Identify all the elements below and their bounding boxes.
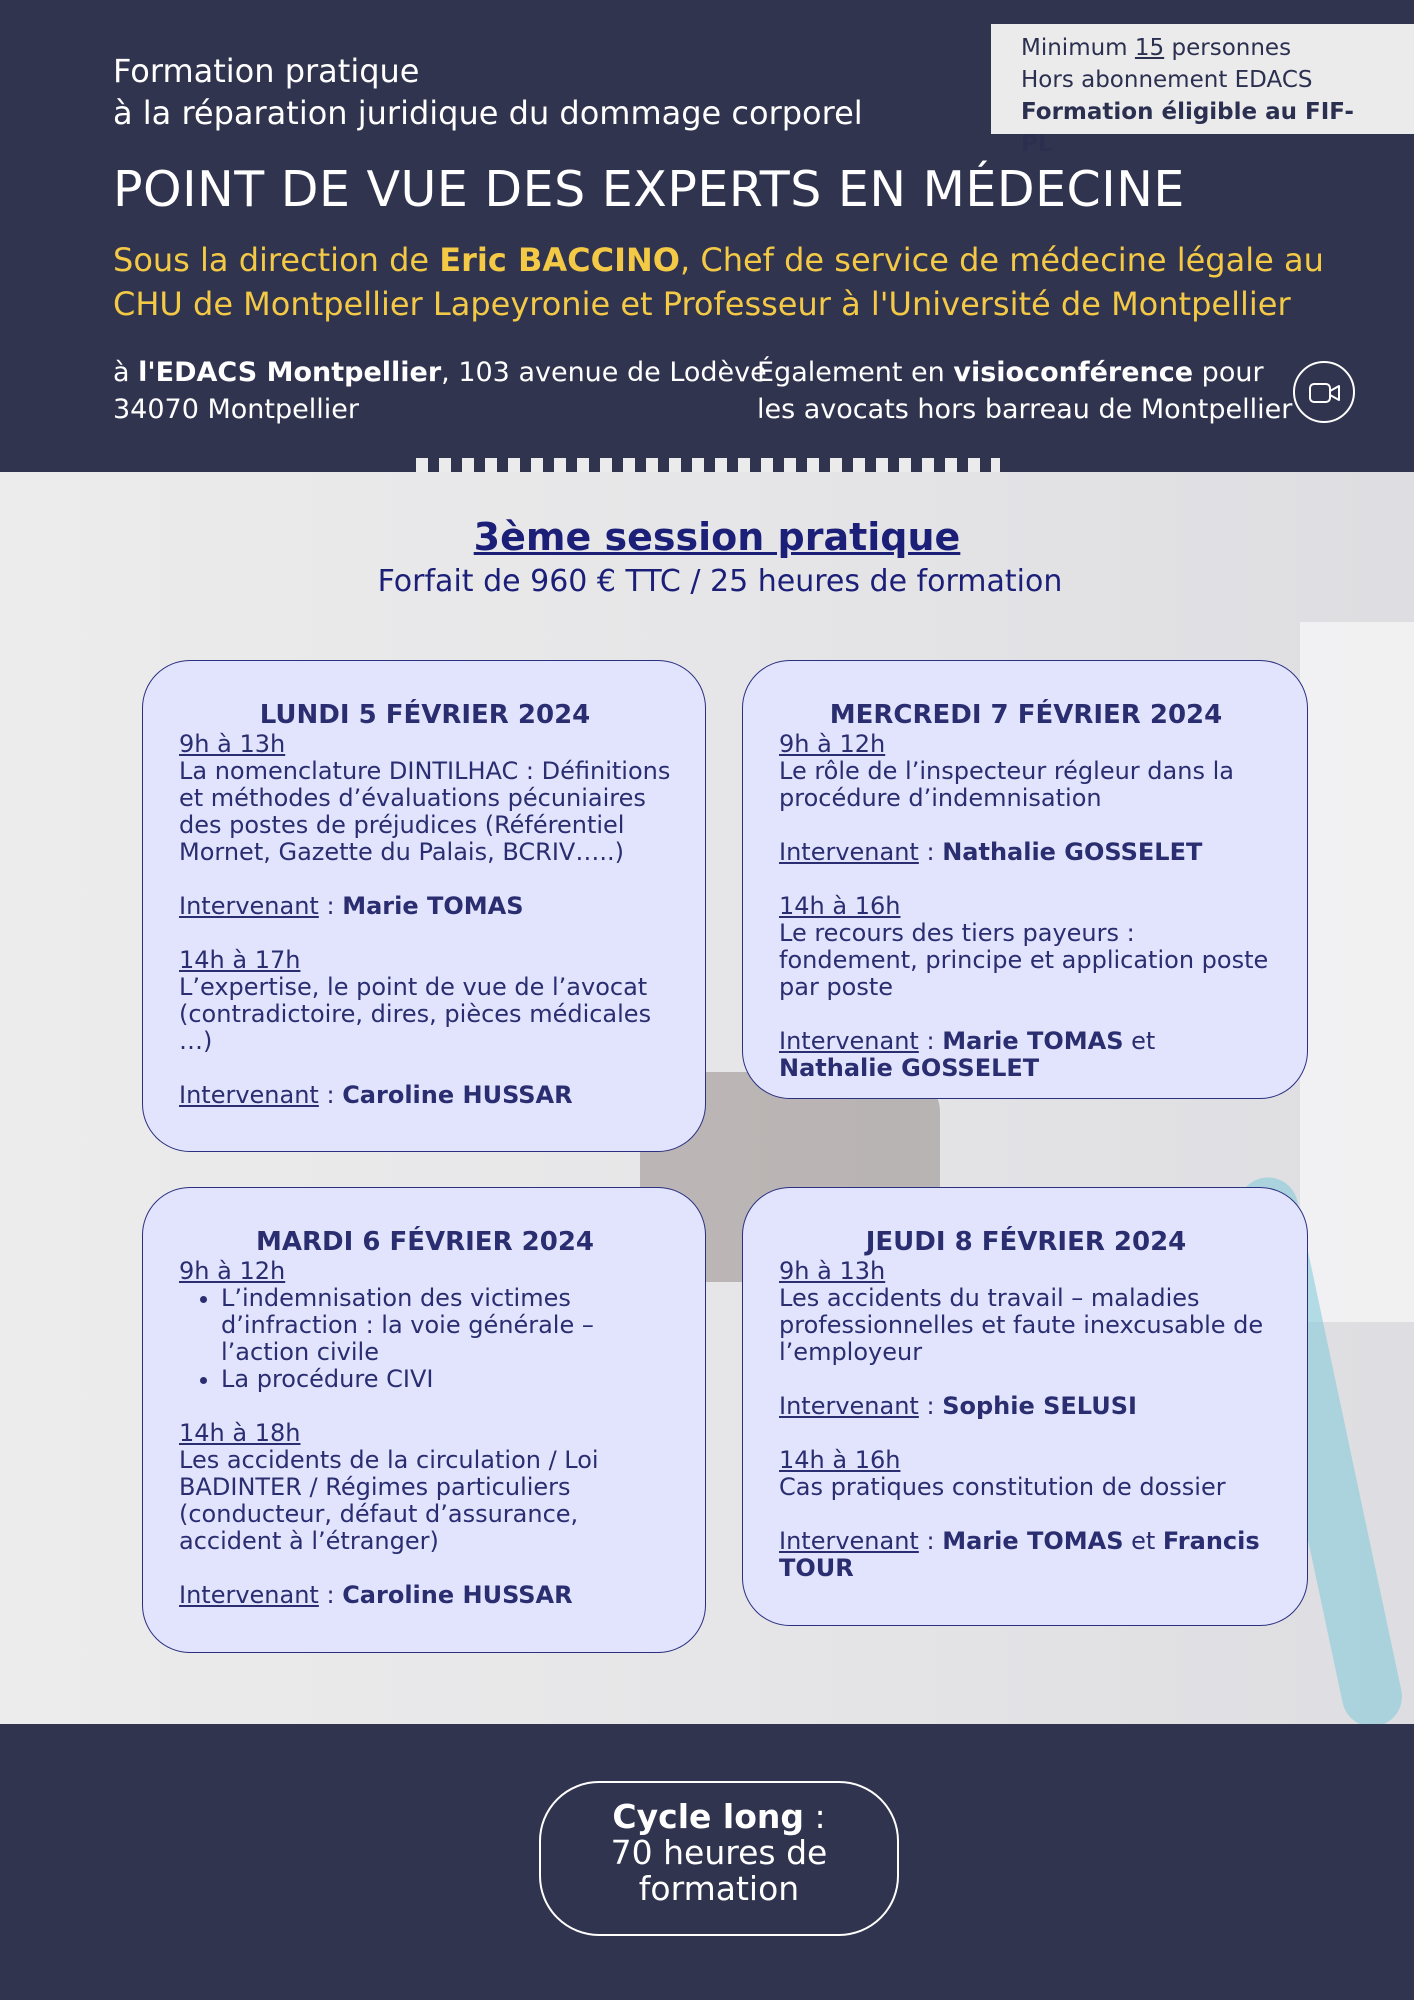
- speaker-name: Marie TOMAS: [942, 1527, 1124, 1555]
- visio-info: [757, 354, 1297, 428]
- slot-time: 14h à 17h: [179, 946, 301, 974]
- session-price: Forfait de 960 € TTC / 25 heures de formation: [377, 564, 1063, 599]
- divider-strip-top: [416, 458, 1000, 472]
- visio-prefix: Également en: [757, 357, 954, 388]
- speaker-name: Caroline HUSSAR: [342, 1581, 573, 1609]
- slot-speaker: Intervenant : Nathalie GOSSELET: [779, 838, 1203, 866]
- slot-description: Le recours des tiers payeurs : fondement, principe et application poste par poste: [779, 919, 1269, 1001]
- page-title: POINT DE VUE DES EXPERTS EN MÉDECINE: [113, 161, 1185, 218]
- subscription-note: Hors abonnement EDACS: [1021, 67, 1313, 93]
- video-camera-icon: [1293, 361, 1355, 423]
- speaker-name: Nathalie GOSSELET: [942, 838, 1203, 866]
- background-keyboard: [1300, 622, 1414, 1322]
- day-card-thursday: [742, 1187, 1308, 1626]
- visio-keyword: visioconférence: [953, 357, 1194, 388]
- direction-prefix: Sous la direction de: [113, 241, 440, 279]
- speaker-label: Intervenant: [179, 1581, 319, 1609]
- fifpl-eligibility: Formation éligible au FIF-PL: [1021, 99, 1354, 157]
- slot-speaker: Intervenant : Caroline HUSSAR: [179, 1081, 573, 1109]
- speaker-name: Sophie SELUSI: [942, 1392, 1137, 1420]
- slot-time: 9h à 13h: [779, 1257, 886, 1285]
- direction-suffix: , Chef de service de médecine légale au CHU de Montpellier Lapeyronie et Professeur à l'Université de Montpellier: [113, 241, 1324, 323]
- direction-text: [113, 238, 1343, 326]
- speaker-label: Intervenant: [179, 1081, 319, 1109]
- speaker-label: Intervenant: [779, 1027, 919, 1055]
- info-box: [991, 24, 1414, 157]
- slot-time: 14h à 16h: [779, 892, 901, 920]
- slot-speaker: Intervenant : Caroline HUSSAR: [179, 1581, 573, 1609]
- day-card-monday: [142, 660, 706, 1152]
- speaker-name: Marie TOMAS: [342, 892, 524, 920]
- subtitle-line-2: à la réparation juridique du dommage corporel: [113, 94, 863, 132]
- day-title: JEUDI 8 FÉVRIER 2024: [865, 1227, 1187, 1257]
- speaker-name: Francis TOUR: [779, 1527, 1260, 1582]
- day-card-tuesday: [142, 1187, 706, 1653]
- address-prefix: à: [113, 357, 139, 388]
- speaker-name: Caroline HUSSAR: [342, 1081, 573, 1109]
- speaker-conjunction: et: [1123, 1527, 1163, 1555]
- minimum-number: 15: [1134, 35, 1165, 61]
- slot-speaker: Intervenant : Sophie SELUSI: [779, 1392, 1137, 1420]
- speaker-conjunction: et: [1123, 1027, 1156, 1055]
- speaker-label: Intervenant: [779, 1527, 919, 1555]
- director-name: Eric BACCINO: [439, 241, 680, 279]
- venue-address: [113, 354, 767, 428]
- cycle-label: Cycle long: [612, 1797, 804, 1836]
- subtitle-line-1: Formation pratique: [113, 52, 420, 90]
- minimum-participants: [1021, 32, 1384, 64]
- day-card-wednesday: [742, 660, 1308, 1099]
- list-item: • La procédure CIVI: [221, 1366, 671, 1393]
- speaker-name: Marie TOMAS: [942, 1027, 1124, 1055]
- visio-suffix: pour les avocats hors barreau de Montpellier: [757, 357, 1293, 425]
- slot-speaker: Intervenant : Marie TOMAS: [179, 892, 524, 920]
- slot-topics-list: [179, 1285, 671, 1393]
- slot-description: Cas pratiques constitution de dossier: [779, 1473, 1226, 1501]
- slot-time: 14h à 16h: [779, 1446, 901, 1474]
- day-title: MERCREDI 7 FÉVRIER 2024: [829, 700, 1223, 730]
- session-title: 3ème session pratique: [473, 515, 961, 559]
- venue-street: , 103 avenue de Lodève: [441, 357, 767, 388]
- slot-time: 14h à 18h: [179, 1419, 301, 1447]
- slot-description: Les accidents de la circulation / Loi BADINTER / Régimes particuliers (conducteur, défaut d’assurance, accident à l’étranger): [179, 1446, 599, 1555]
- slot-speaker: Intervenant : Marie TOMAS et Francis TOUR: [779, 1527, 1260, 1582]
- slot-description: La nomenclature DINTILHAC : Définitions et méthodes d’évaluations pécuniaires des postes de préjudices (Référentiel Mornet, Gazette du Palais, BCRIV…..): [179, 757, 671, 866]
- long-cycle-badge: [539, 1781, 899, 1936]
- slot-description: Le rôle de l’inspecteur régleur dans la procédure d’indemnisation: [779, 757, 1234, 812]
- day-title: MARDI 6 FÉVRIER 2024: [256, 1227, 594, 1257]
- speaker-name: Nathalie GOSSELET: [779, 1054, 1040, 1082]
- minimum-prefix: Minimum: [1021, 35, 1135, 61]
- speaker-label: Intervenant: [779, 838, 919, 866]
- slot-time: 9h à 12h: [179, 1257, 286, 1285]
- minimum-suffix: personnes: [1164, 35, 1292, 61]
- venue-city: 34070 Montpellier: [113, 394, 359, 425]
- slot-time: 9h à 12h: [779, 730, 886, 758]
- training-subtitle: [113, 50, 863, 134]
- speaker-label: Intervenant: [179, 892, 319, 920]
- cycle-hours: 70 heures de formation: [610, 1833, 828, 1908]
- list-item: • L’indemnisation des victimes d’infraction : la voie générale – l’action civile: [221, 1285, 671, 1366]
- slot-description: L’expertise, le point de vue de l’avocat (contradictoire, dires, pièces médicales …): [179, 973, 652, 1055]
- slot-time: 9h à 13h: [179, 730, 286, 758]
- venue-name: l'EDACS Montpellier: [138, 357, 442, 388]
- slot-speaker: Intervenant : Marie TOMAS et Nathalie GOSSELET: [779, 1027, 1156, 1082]
- speaker-label: Intervenant: [779, 1392, 919, 1420]
- day-title: LUNDI 5 FÉVRIER 2024: [259, 700, 591, 730]
- cycle-colon: :: [803, 1797, 826, 1836]
- slot-description: Les accidents du travail – maladies professionnelles et faute inexcusable de l’employeur: [779, 1284, 1264, 1366]
